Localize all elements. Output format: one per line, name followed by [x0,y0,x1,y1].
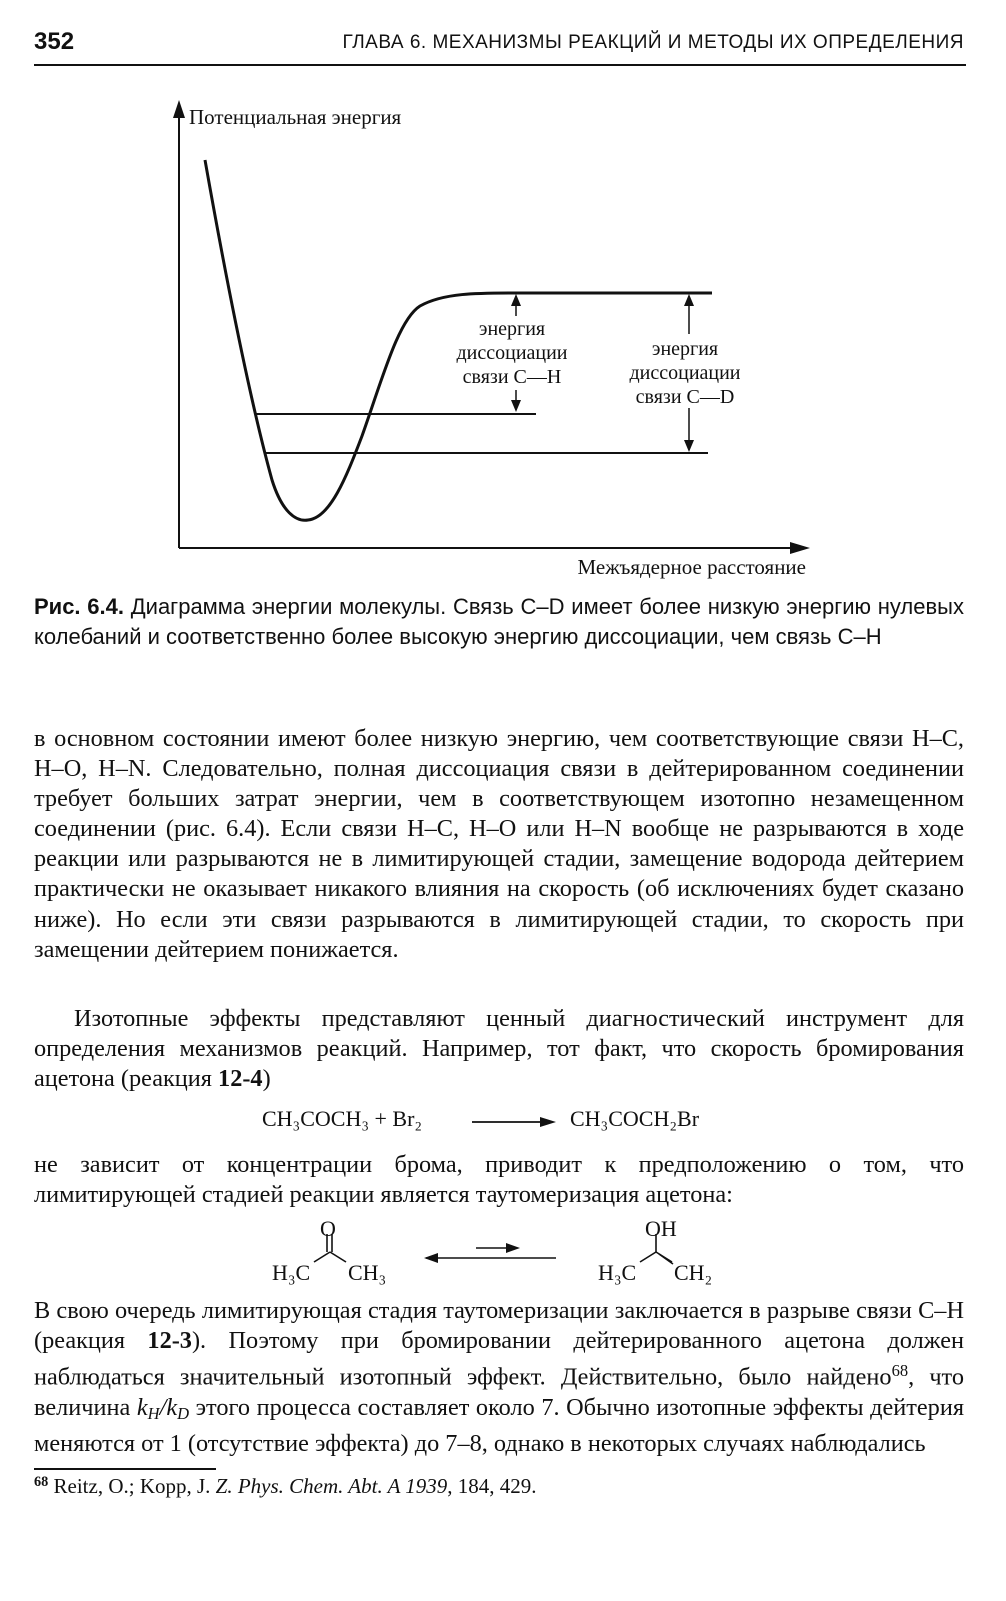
enol-left-methyl: H₃C [598,1260,637,1285]
kh-kd-ratio: $k_H/k_D$ [136,1393,190,1423]
cd-arrow-down [684,440,694,452]
footnote-year: 1939 [400,1474,448,1499]
potential-energy-curve [205,160,712,520]
ch-arrow-down [511,400,521,412]
footnote-divider [34,1468,216,1470]
running-title: ГЛАВА 6. МЕХАНИЗМЫ РЕАКЦИЙ И МЕТОДЫ ИХ ОПРЕДЕЛЕНИЯ [342,32,964,53]
ch-label-line2: диссоциации [456,342,568,364]
y-axis-label: Потенциальная энергия [189,105,402,129]
para4-part-c: , что величина [34,1363,964,1421]
y-axis-arrow [173,100,185,118]
ketone-right-methyl: CH₃ [348,1260,387,1285]
body-paragraph-1: в основном состоянии имеют более низкую энергию, чем соответствующие связи H–C, H–O, H–N. Следовательно, полная диссоциация связи в дейтерированном соединении требует больших затрат энергии, чем в соответствующем изотопно незамещенном соединении (рис. 6.4). Если связи H–C, H–O или H–N вообще не разрываются в ходе реакции или разрываются не в лимитирующей стадии, замещение водорода дейтерием практически не оказывает никакого влияния на скорость (об исключениях будет сказано ниже). Но если эти связи разрываются в лимитирующей стадии, то скорость при замещении дейтерием понижается. [34,725,964,963]
body-paragraph-4 [34,1296,964,1459]
ketone-left-methyl: H₃C [272,1260,311,1285]
ch-label-line1: энергия [478,318,546,340]
figure-caption-label: Рис. 6.4. [34,594,124,619]
footnote-authors: Reitz, O.; Kopp, J. [48,1474,216,1499]
figure-caption-text: Диаграмма энергии молекулы. Связь C–D имеет более низкую энергию нулевых колебаний и соответственно более высокую энергию диссоциации, чем связь C–H [34,594,964,649]
para2-text: Изотопные эффекты представляют ценный диагностический инструмент для определения механизмов реакций. Например, тот факт, что скорость бромирования ацетона (реакция [34,1005,964,1093]
ketone-oxygen: O [320,1216,336,1241]
ch-arrow-up [511,294,521,306]
energy-diagram-figure [0,0,1006,590]
enol-hydroxyl: OH [645,1216,677,1241]
footnote-rest: , 184, 429. [447,1474,537,1499]
footnote-ref-68: 68 [891,1361,909,1381]
para4-part-b: ). Поэтому при бромировании дейтерированного ацетона должен наблюдаться значительный изотопный эффект. Действительно, было найдено [34,1327,964,1391]
para4-part-d: этого процесса составляет около 7. Обычно изотопные эффекты дейтерия меняются от 1 (отсутствие эффекта) до 7–8, однако в некоторых случаях наблюдались [34,1393,964,1457]
footnote-journal: Z. Phys. Chem. Abt. A [215,1474,401,1499]
enol-methylene: CH₂ [674,1260,713,1285]
cd-label-line1: энергия [651,338,719,360]
para4-part-a: В свою очередь лимитирующая стадия таутомеризации заключается в разрыве связи C–H (реакция [34,1297,964,1355]
cd-arrow-up [684,294,694,306]
reaction-ref-12-4: 12-4 [218,1065,263,1093]
para2-end: ) [262,1065,271,1093]
body-paragraph-3: не зависит от концентрации брома, приводит к предположению о том, что лимитирующей стадией реакции является таутомеризация ацетона: [34,1151,964,1209]
page-number: 352 [34,28,75,55]
ch-label-line3: связи С—Н [462,366,562,388]
figure-caption [34,592,964,652]
cd-label-line2: диссоциации [629,362,741,384]
reaction-arrow [470,1110,558,1134]
x-axis-arrow [790,542,810,554]
reaction-reactants: CH₃COCH₃ + Br₂ [262,1106,423,1131]
x-axis-label: Межъядерное расстояние [577,555,806,579]
reaction-product: CH₃COCH₂Br [570,1106,700,1131]
cd-label-line3: связи С—D [635,386,735,408]
footnote [34,1474,537,1499]
footnote-number: 68 [34,1474,49,1490]
body-paragraph-2 [34,1004,964,1094]
reaction-ref-12-3: 12-3 [147,1327,192,1355]
